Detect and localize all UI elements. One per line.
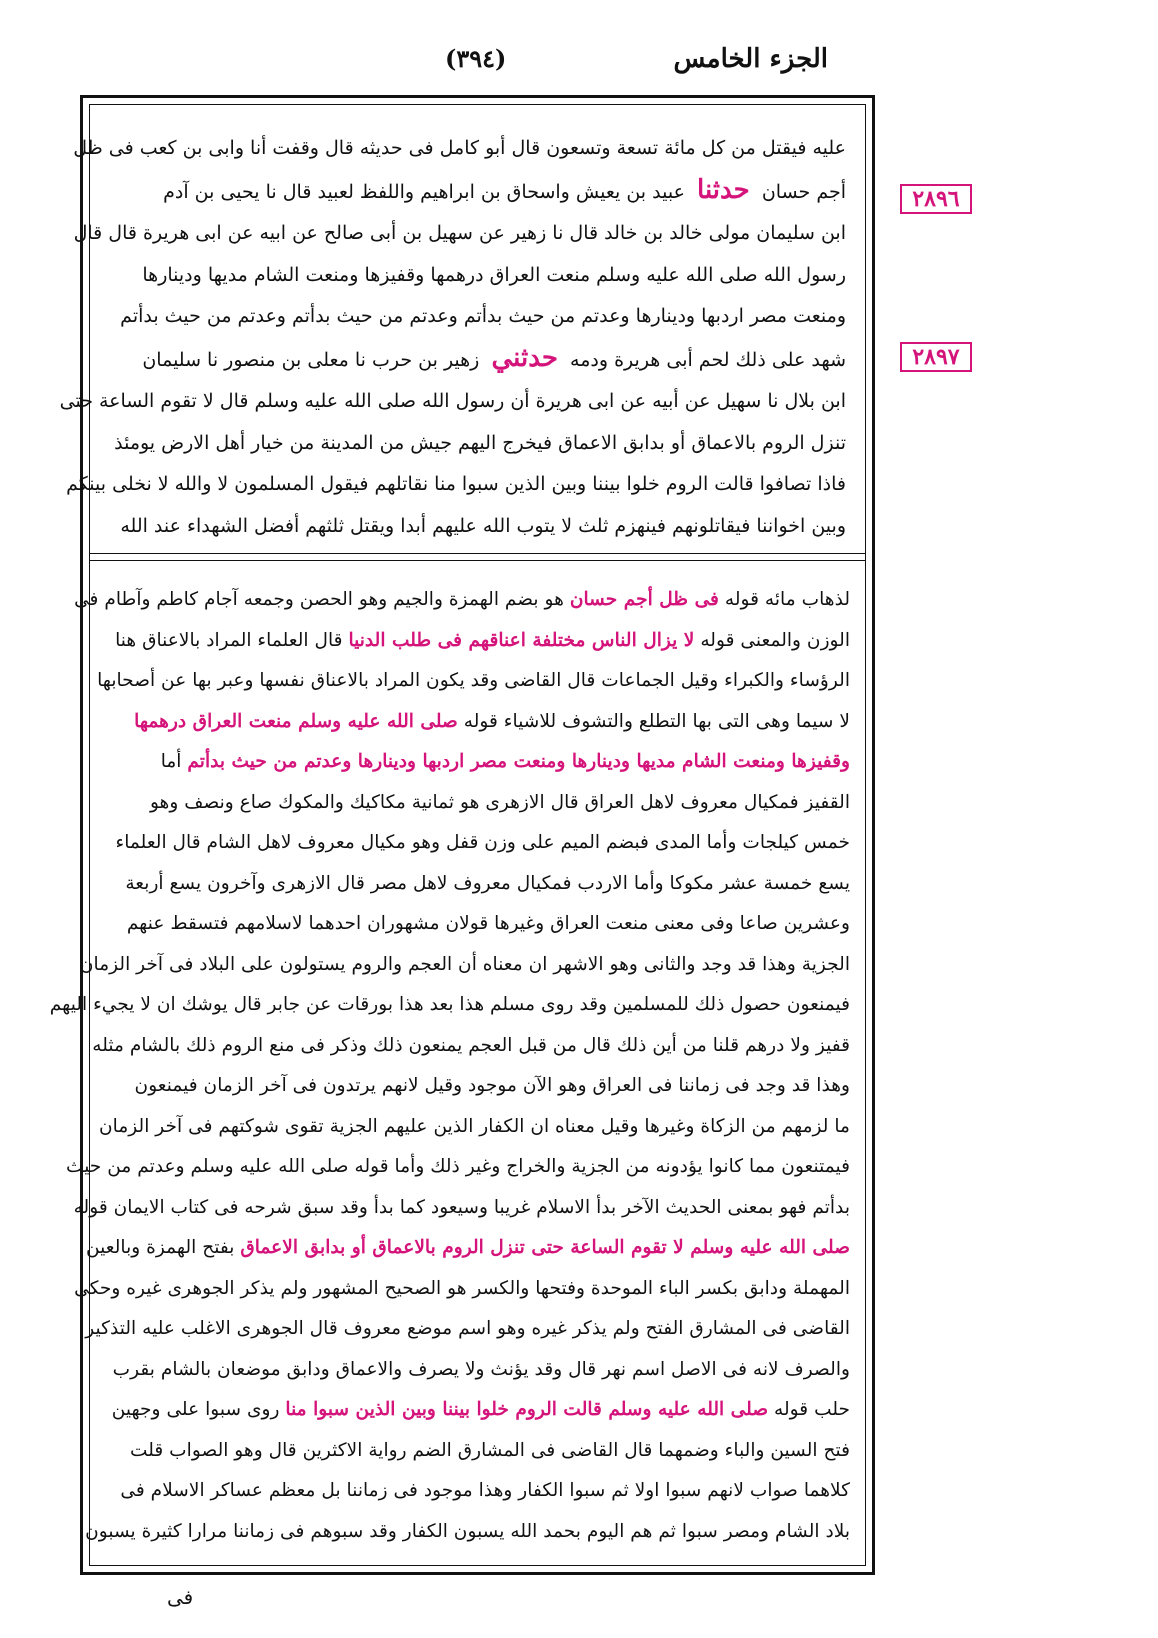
page-number: (٣٩٤) bbox=[445, 44, 507, 73]
page-frame bbox=[49, 95, 875, 1575]
matn-line: وبين اخواننا فيقاتلونهم فينهزم ثلث لا يتوب الله عليهم أبدا ويقتل ثلثهم أفضل الشهداء عند الله bbox=[120, 514, 846, 537]
sharh-line: يسع خمسة عشر مكوكا وأما الاردب فمكيال معروف لاهل مصر قال الازهرى وآخرون يسع أربعة bbox=[125, 872, 850, 894]
matn-line: ابن سليمان مولى خالد بن خالد قال نا زهير عن سهيل بن أبى صالح عن ابيه عن ابى هريرة قال قال bbox=[73, 222, 846, 244]
quoted-phrase: صلى الله عليه وسلم لا تقوم الساعة حتى تنزل الروم بالاعماق أو بدابق الاعماق bbox=[240, 1237, 850, 1258]
sharh-line bbox=[109, 1390, 850, 1431]
sharh-line: فيمتنعون مما كانوا يؤدونه من الجزية والخراج وغير ذلك وأما قوله صلى الله عليه وسلم وعدتم من حيث bbox=[65, 1156, 850, 1177]
part-title: الجزء الخامس bbox=[673, 44, 828, 74]
quoted-phrase: وقفيزها ومنعت الشام مديها ودينارها ومنعت مصر اردبها ودينارها وعدتم من حيث بدأتم bbox=[187, 751, 850, 772]
matn-line bbox=[115, 170, 846, 214]
matn-text: عبيد بن يعيش واسحاق بن ابراهيم واللفظ لعبيد قال نا يحيى بن آدم bbox=[163, 180, 685, 203]
sharh-line: القاضى فى المشارق الفتح ولم يذكر غيره وهو اسم موضع معروف قال الجوهرى الاغلب عليه التذكير bbox=[85, 1318, 850, 1339]
quoted-phrase: فى ظل أجم حسان bbox=[569, 589, 719, 610]
catchword: فى bbox=[167, 1585, 194, 1609]
sharh-text: لذهاب مائه قوله bbox=[724, 589, 850, 610]
matn-line bbox=[115, 338, 846, 382]
matn-line: رسول الله صلى الله عليه وسلم منعت العراق درهمها وقفيزها ومنعت الشام مديها ودينارها bbox=[142, 263, 846, 286]
hadith-text bbox=[59, 128, 846, 547]
sharh-text: الوزن والمعنى قوله bbox=[700, 629, 850, 651]
sharh-line: فتح السين والباء وضمهما قال القاضى فى المشارق الضم رواية الاكثرين قال وهو الصواب قلت bbox=[129, 1439, 850, 1461]
sharh-line: الجزية وهذا قد وجد والثانى وهو الاشهر ان معناه أن العجم والروم يستولون على البلاد فى آخر الزمان bbox=[79, 953, 850, 975]
sharh-line: وهذا قد وجد فى زماننا فى العراق وهو الآن موجود وقيل لانهم يرتدون فى آخر الزمان فيمنعون bbox=[134, 1075, 850, 1096]
sharh-line: الرؤساء والكبراء وقيل الجماعات قال القاضى وقد يكون المراد بالاعناق نفسها وعبر بها عن أصحابها bbox=[97, 670, 850, 691]
matn-line: فاذا تصافوا قالت الروم خلوا بيننا وبين الذين سبوا منا نقاتلهم فيقول المسلمون لا والله لا نخلى بينكم bbox=[66, 473, 846, 495]
haddathana-marker: حدثني bbox=[491, 342, 558, 373]
sharh-line: ما لزمهم من الزكاة وغيرها وقيل معناه ان الكفار الذين عليهم الجزية تقوى شوكتهم فى آخر الزمان bbox=[99, 1115, 850, 1137]
sharh-text: حلب قوله bbox=[774, 1399, 850, 1420]
sharh-line: المهملة ودابق بكسر الباء الموحدة وفتحها والكسر هو الصحيح المشهور ولم يذكر الجوهرى غيره وحكى bbox=[74, 1277, 850, 1299]
sharh-text: هو بضم الهمزة والجيم وهو الحصن وجمعه آجام كاطم وآطام فى bbox=[74, 589, 564, 610]
sharh-text: أما bbox=[160, 751, 182, 772]
sharh-line: خمس كيلجات وأما المدى فبضم الميم على وزن قفل وهو مكيال معروف لاهل الشام قال العلماء bbox=[115, 832, 850, 853]
sharh-line: والصرف لانه فى الاصل اسم نهر قال وقد يؤنث ولا يصرف والاعماق ودابق موضعان بالشام بقرب bbox=[112, 1358, 850, 1380]
commentary-text bbox=[49, 580, 850, 1552]
sharh-line bbox=[74, 580, 850, 621]
matn-text: أجم حسان bbox=[761, 180, 846, 203]
sharh-text: لا سيما وهى التى بها التطلع والتشوف للاشياء قوله bbox=[463, 710, 850, 732]
sharh-line: القفيز فمكيال معروف لاهل العراق قال الازهرى هو ثمانية مكاكيك والمكوك صاع ونصف وهو bbox=[149, 791, 850, 813]
matn-text: زهير بن حرب نا معلى بن منصور نا سليمان bbox=[142, 348, 480, 371]
sharh-line: كلاهما صواب لانهم سبوا اولا ثم سبوا الكفار وهذا موجود فى زماننا بل معظم عساكر الاسلام فى bbox=[120, 1480, 850, 1501]
section-divider bbox=[89, 553, 866, 561]
matn-line: عليه فيقتل من كل مائة تسعة وتسعون قال أبو كامل فى حديثه قال وقفت أنا وابى بن كعب فى ظل bbox=[73, 137, 846, 159]
sharh-line: وعشرين صاعا وفى معنى منعت العراق وغيرها قولان مشهوران احدهما لاسلامهم فتسقط عنهم bbox=[126, 913, 850, 934]
sharh-line: فيمنعون حصول ذلك للمسلمين وقد روى مسلم هذا بعد هذا بورقات عن جابر قال يوشك ان لا يجيء اليهم bbox=[49, 994, 850, 1015]
matn-text: شهد على ذلك لحم أبى هريرة ودمه bbox=[570, 348, 846, 371]
sharh-line: قفيز ولا درهم قلنا من أين ذلك قال من قبل العجم يمنعون ذلك وذكر فى منع الروم ذلك بالشام مثله bbox=[92, 1034, 850, 1056]
quoted-phrase: لا يزال الناس مختلفة اعناقهم فى طلب الدنيا bbox=[348, 629, 695, 651]
sharh-line bbox=[109, 742, 850, 783]
sharh-text: قال العلماء المراد بالاعناق هنا bbox=[115, 629, 343, 651]
matn-line: ومنعت مصر اردبها ودينارها وعدتم من حيث بدأتم وعدتم من حيث بدأتم وعدتم من حيث بدأتم bbox=[120, 305, 846, 327]
quoted-phrase: صلى الله عليه وسلم منعت العراق درهمها bbox=[134, 710, 458, 732]
sharh-text: بفتح الهمزة وبالعين bbox=[86, 1237, 235, 1258]
sharh-line: بلاد الشام ومصر سبوا ثم هم اليوم بحمد الله يسبون الكفار وقد سبوهم فى زماننا مرارا كثيرة يسبون bbox=[85, 1520, 850, 1542]
matn-line: تنزل الروم بالاعماق أو بدابق الاعماق فيخرج اليهم جيش من المدينة من خيار أهل الارض يومئذ bbox=[114, 431, 846, 454]
matn-line: ابن بلال نا سهيل عن أبيه عن ابى هريرة أن رسول الله صلى الله عليه وسلم قال لا تقوم الساعة حتى bbox=[59, 390, 846, 412]
sharh-line bbox=[109, 702, 850, 743]
quoted-phrase: صلى الله عليه وسلم قالت الروم خلوا بيننا وبين الذين سبوا منا bbox=[285, 1399, 769, 1420]
hadith-number-2896: ٢٨٩٦ bbox=[900, 184, 972, 214]
sharh-line: بدأتم فهو بمعنى الحديث الآخر بدأ الاسلام غريبا وسيعود كما بدأ وقد سبق شرحه فى كتاب الايمان قوله bbox=[73, 1196, 850, 1218]
sharh-line bbox=[86, 1228, 850, 1269]
haddathana-marker: حدثنا bbox=[697, 174, 750, 205]
hadith-number-2897: ٢٨٩٧ bbox=[900, 342, 972, 372]
sharh-text: روى سبوا على وجهين bbox=[111, 1399, 280, 1420]
sharh-line bbox=[109, 621, 850, 662]
